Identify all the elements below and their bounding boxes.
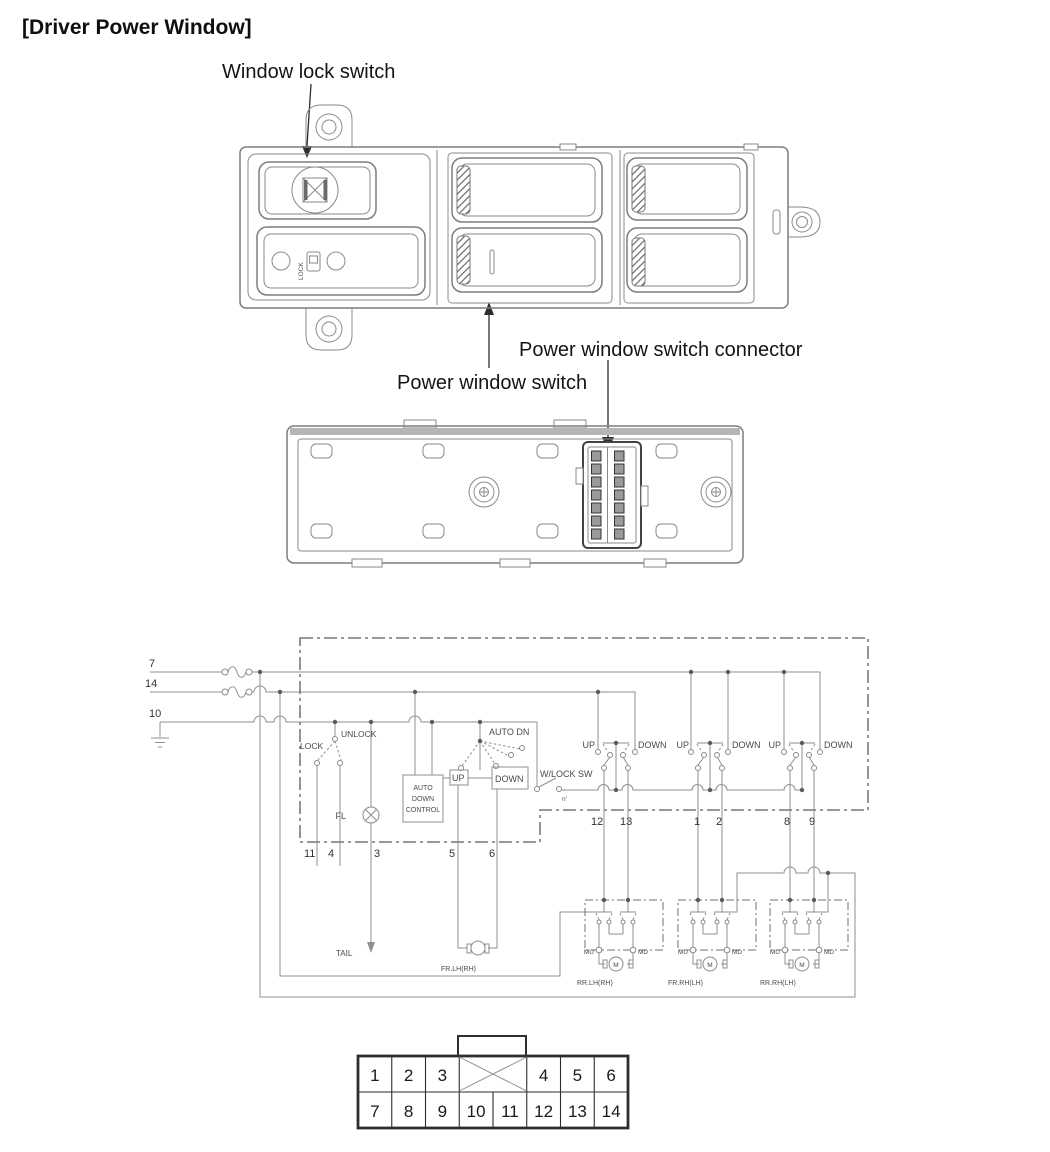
power-window-rockers-middle <box>448 153 612 303</box>
rocker-grip <box>457 166 470 214</box>
window-lock-icon <box>303 178 327 202</box>
header <box>22 16 252 39</box>
motor-unit-1 <box>577 900 663 987</box>
rocker-grip <box>632 166 645 212</box>
table-cell: 12 <box>534 1102 554 1121</box>
lock-label: LOCK <box>300 741 324 751</box>
motor-unit-3-label: RR.RH(LH) <box>760 980 796 987</box>
table-cell: 5 <box>572 1066 583 1085</box>
window-lock-switch-button <box>259 162 376 219</box>
table-cell: 4 <box>538 1066 549 1085</box>
fl-label: FL <box>335 811 346 821</box>
table-cell: 10 <box>466 1102 486 1121</box>
window-lock-switch-circuit <box>300 722 377 866</box>
mu-label: MU <box>677 949 688 956</box>
table-cell: 9 <box>437 1102 448 1121</box>
pin-label-7: 7 <box>149 658 156 670</box>
pin-label-10: 10 <box>149 708 162 720</box>
rocker-grip <box>457 236 470 284</box>
pin-label-12: 12 <box>591 816 604 828</box>
motor-unit-2-label: FR.RH(LH) <box>668 980 703 987</box>
pin-label-5: 5 <box>449 848 456 860</box>
md-label: MD <box>732 949 743 956</box>
pin-label-2: 2 <box>716 816 723 828</box>
pin-label-9: 9 <box>809 816 816 828</box>
sw3-down-label: DOWN <box>824 740 853 750</box>
driver-up-label: UP <box>452 773 465 783</box>
tail-label: TAIL <box>336 949 353 958</box>
pin-label-4: 4 <box>328 848 335 860</box>
auto-down-control <box>403 722 443 822</box>
adc-line1: AUTO <box>413 785 433 792</box>
motor-unit-2 <box>668 900 756 987</box>
wlock-sw-label: W/LOCK SW <box>540 769 593 779</box>
sw2-up-label: UP <box>676 740 689 750</box>
motor-unit-3 <box>760 900 848 987</box>
fuse-icon <box>222 687 252 698</box>
table-cell: 3 <box>437 1066 448 1085</box>
md-label: MD <box>638 949 649 956</box>
adc-line3: CONTROL <box>405 807 441 814</box>
back-panel-body <box>287 426 743 563</box>
wlock-switch <box>535 722 803 803</box>
sw3-up-label: UP <box>768 740 781 750</box>
pin-label-8: 8 <box>784 816 791 828</box>
pin-label-14: 14 <box>145 678 158 690</box>
table-cell: 6 <box>606 1066 616 1085</box>
circuit-diagram <box>145 638 868 997</box>
table-cell: 11 <box>501 1102 519 1121</box>
lock-button-text: LOCK <box>298 262 305 280</box>
power-window-switch-connector <box>576 442 648 548</box>
adc-line2: DOWN <box>411 796 435 803</box>
motor-letter: M <box>613 962 619 969</box>
table-cell: 1 <box>370 1066 380 1085</box>
table-cell: 8 <box>403 1102 414 1121</box>
junction-dots <box>258 670 830 902</box>
driver-down-label: DOWN <box>495 774 524 784</box>
switch-assembly-back-view <box>287 420 743 567</box>
table-cell: 13 <box>567 1102 587 1121</box>
power-window-switch-connector-label: Power window switch connector <box>519 339 803 361</box>
md-label: MD <box>824 949 835 956</box>
unlock-label: UNLOCK <box>341 729 377 739</box>
mu-label: MU <box>769 949 780 956</box>
pin-label-13: 13 <box>620 816 633 828</box>
screw-boss <box>469 477 499 507</box>
motor-letter: M <box>799 962 805 969</box>
sw1-up-label: UP <box>582 740 595 750</box>
pin-label-3: 3 <box>374 848 381 860</box>
pin-label-11: 11 <box>304 848 316 860</box>
fuse-icon <box>222 667 252 678</box>
mu-label: MU <box>583 949 594 956</box>
sw1-down-label: DOWN <box>638 740 667 750</box>
table-cell: 14 <box>601 1102 621 1121</box>
rocker-grip <box>632 238 645 286</box>
pin-label-1: 1 <box>694 816 701 828</box>
panel-top-bar <box>290 428 740 435</box>
illumination-lamp <box>335 722 379 958</box>
wlock-note: n' <box>562 796 567 803</box>
motor-letter: M <box>707 962 713 969</box>
lock-switch-plate <box>257 227 425 295</box>
sw2-down-label: DOWN <box>732 740 761 750</box>
driver-window-motor <box>441 940 497 973</box>
arrow-down-icon <box>302 146 312 158</box>
screw-boss <box>701 477 731 507</box>
pinout-table <box>358 1036 628 1128</box>
page-title: [Driver Power Window] <box>22 16 252 39</box>
motor-unit-1-label: RR.LH(RH) <box>577 980 613 987</box>
pin-label-6: 6 <box>489 848 496 860</box>
ground-icon <box>151 722 169 747</box>
driver-window-switch <box>443 722 529 940</box>
auto-dn-label: AUTO DN <box>489 727 530 737</box>
table-cell: 2 <box>403 1066 414 1085</box>
tail-arrow-icon <box>367 942 375 953</box>
switch-assembly-front-view <box>240 105 820 350</box>
power-window-switch-label: Power window switch <box>397 372 588 394</box>
connector-key-tab <box>458 1036 526 1056</box>
table-cell: 7 <box>370 1102 380 1121</box>
power-window-rockers-right <box>624 153 754 303</box>
driver-motor-label: FR.LH(RH) <box>441 966 476 973</box>
window-lock-switch-label: Window lock switch <box>222 61 396 83</box>
